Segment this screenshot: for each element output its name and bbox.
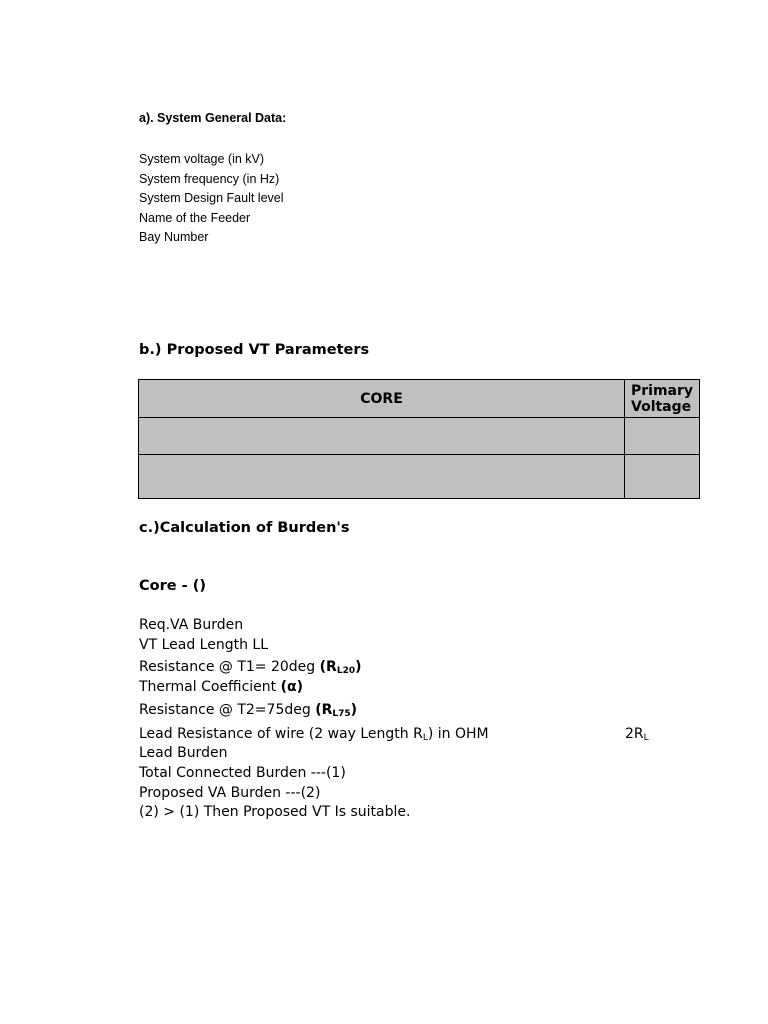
list-item-system-voltage: System voltage (in kV)	[139, 152, 265, 166]
proposed-va-burden-label: Proposed VA Burden ---(2)	[139, 785, 321, 801]
resistance-t2-label	[139, 702, 357, 719]
resistance-t1-label	[139, 659, 362, 676]
lead-burden-label: Lead Burden	[139, 745, 228, 761]
lead-resistance-label: Lead Resistance of wire (2 way Length $R_L$) in OHM	[139, 726, 489, 743]
resistance-t2-symbol: $(R_{L75})$	[315, 702, 358, 719]
section-b-heading: b.) Proposed VT Parameters	[139, 342, 370, 358]
table-row	[139, 418, 700, 455]
thermal-text: Thermal Coefficient	[139, 679, 281, 695]
conclusion-text: (2) > (1) Then Proposed VT Is suitable.	[139, 804, 411, 820]
table-cell[interactable]	[625, 455, 700, 499]
system-data-list	[139, 150, 284, 248]
resistance-t2-text: Resistance @ T2=75deg	[139, 702, 316, 718]
table-cell[interactable]	[139, 418, 625, 455]
table-cell[interactable]	[139, 455, 625, 499]
vt-parameters-table	[138, 379, 700, 499]
list-item-fault-level: System Design Fault level	[139, 191, 284, 205]
list-item-system-frequency: System frequency (in Hz)	[139, 171, 280, 186]
list-item-bay-number: Bay Number	[139, 230, 209, 244]
thermal-coefficient-label	[139, 679, 303, 695]
total-connected-burden-label: Total Connected Burden ---(1)	[139, 765, 346, 781]
req-va-burden-label: Req.VA Burden	[139, 617, 244, 633]
header-primary-line1: Primary	[631, 382, 694, 399]
list-item-feeder-name: Name of the Feeder	[139, 210, 251, 225]
core-heading: Core - ()	[139, 578, 206, 594]
alpha-symbol: (α)	[280, 679, 304, 695]
table-header-row	[139, 380, 700, 418]
lead-resistance-formula: $2R_L$	[625, 726, 649, 743]
table-cell[interactable]	[625, 418, 700, 455]
resistance-t1-text: Resistance @ T1= 20deg	[139, 659, 320, 675]
vt-lead-length-label: VT Lead Length LL	[139, 637, 269, 653]
section-a-heading: a). System General Data:	[139, 111, 287, 125]
table-row	[139, 455, 700, 499]
header-core: CORE	[139, 380, 625, 418]
section-c-heading: c.)Calculation of Burden's	[139, 520, 350, 536]
header-primary-line2: Voltage	[631, 398, 692, 415]
resistance-t1-symbol: $(R_{L20})$	[319, 659, 362, 676]
header-primary-voltage	[625, 380, 700, 418]
